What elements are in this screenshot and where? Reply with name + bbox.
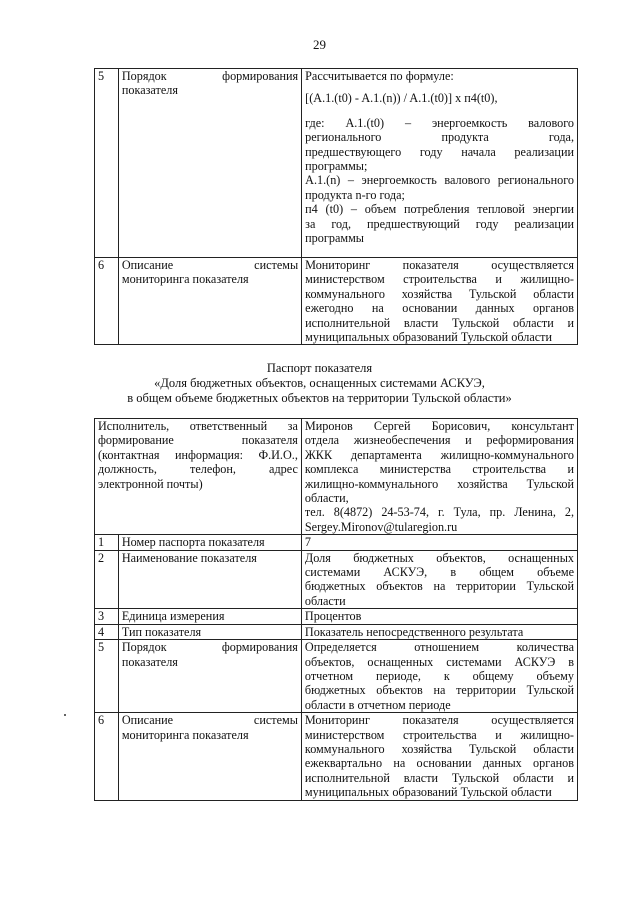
- row-number: 4: [95, 624, 119, 639]
- row-number: 2: [95, 550, 119, 609]
- table-row: [95, 550, 578, 609]
- row-value: Показатель непосредственного результата: [301, 624, 577, 639]
- table-row: [95, 258, 578, 345]
- row-label: Единица измерения: [118, 609, 301, 624]
- row-value: Доля бюджетных объектов, оснащенных системами АСКУЭ, в общем объеме бюджетных объектов на территории Тульской области: [301, 550, 577, 609]
- table-row: [95, 535, 578, 550]
- table-row: [95, 69, 578, 258]
- row-number: 5: [95, 69, 119, 258]
- row-value: Рассчитывается по формуле: [(A.1.(t0) - A.1.(n)) / A.1.(t0)] x п4(t0), где: A.1.(t0) – энергоемкость валового регионального продукта года, предшествующего году начала реализации программы; A.1.(n) – энергоемкость валового регионального продукта n-го года; п4 (t0) – объем потребления тепловой энергии за год, предшествующий году реализации программы: [302, 69, 578, 258]
- indicator-table-continued: [94, 68, 578, 345]
- passport-subtitle-line: в общем объеме бюджетных объектов на территории Тульской области»: [127, 391, 512, 405]
- executor-label: Исполнитель, ответственный за формирование показателя (контактная информация: Ф.И.О., должность, телефон, адрес электронной почты): [95, 419, 302, 535]
- passport-title: [0, 361, 639, 406]
- table-row: [95, 624, 578, 639]
- row-value: Процентов: [301, 609, 577, 624]
- page-number: 29: [313, 37, 326, 52]
- scan-speck: [64, 714, 66, 716]
- row-label: Тип показателя: [118, 624, 301, 639]
- passport-heading: Паспорт показателя: [266, 361, 373, 375]
- row-label: Наименование показателя: [118, 550, 301, 609]
- row-value: Мониторинг показателя осуществляется министерством строительства и жилищно- коммунального хозяйства Тульской области ежеквартально на основании данных органов исполнительной власти Тульской области и муниципальных образований Тульской области: [301, 713, 577, 800]
- row-number: 6: [95, 258, 119, 345]
- row-value: 7: [301, 535, 577, 550]
- row-number: 6: [95, 713, 119, 800]
- table-row: [95, 713, 578, 800]
- row-label: Описание системы мониторинга показателя: [118, 258, 301, 345]
- row-number: 1: [95, 535, 119, 550]
- table-row: [95, 609, 578, 624]
- executor-value: Миронов Сергей Борисович, консультант отдела жизнеобеспечения и реформирования ЖКК департамента жилищно-коммунального комплекса министерства строительства и жилищно-коммунального хозяйства Тульской области, тел. 8(4872) 24-53-74, г. Тула, пр. Ленина, 2, Sergey.Mironov@tularegion.ru: [301, 419, 577, 535]
- table-row-executor: [95, 419, 578, 535]
- row-label: Порядок формирования показателя: [118, 640, 301, 713]
- passport-table: [94, 418, 578, 801]
- row-value: Определяется отношением количества объектов, оснащенных системами АСКУЭ в отчетном периоде, к общему объему бюджетных объектов на территории Тульской области в отчетном периоде: [301, 640, 577, 713]
- passport-subtitle-line: «Доля бюджетных объектов, оснащенных системами АСКУЭ,: [154, 376, 485, 390]
- row-label: Описание системы мониторинга показателя: [118, 713, 301, 800]
- row-label: Номер паспорта показателя: [118, 535, 301, 550]
- row-value: Мониторинг показателя осуществляется министерством строительства и жилищно- коммунального хозяйства Тульской области ежегодно на основании данных органов исполнительной власти Тульской области и муниципальных образований Тульской области: [302, 258, 578, 345]
- row-number: 5: [95, 640, 119, 713]
- row-number: 3: [95, 609, 119, 624]
- table-row: [95, 640, 578, 713]
- formula: [(A.1.(t0) - A.1.(n)) / A.1.(t0)] x п4(t0),: [305, 91, 498, 106]
- row-label: Порядок формирования показателя: [118, 69, 301, 258]
